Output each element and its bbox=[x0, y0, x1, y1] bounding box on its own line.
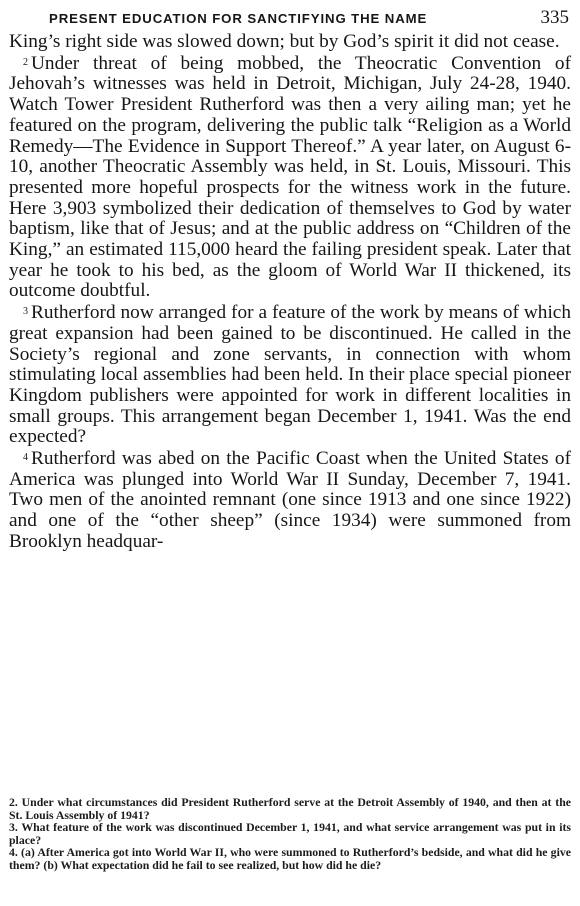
body-text bbox=[9, 32, 571, 553]
running-header bbox=[9, 6, 571, 32]
paragraph-3-number: 3 bbox=[23, 306, 28, 318]
paragraph-3 bbox=[9, 302, 571, 448]
paragraph-4-number: 4 bbox=[23, 452, 28, 464]
paragraph-4 bbox=[9, 448, 571, 553]
study-question-4: 4. (a) After America got into World War II, who were summoned to Rutherford’s bedside, and what did he give them? (b) What expectation did he fail to see realized, but how did he die? bbox=[9, 845, 571, 872]
study-questions bbox=[9, 796, 571, 872]
page-number: 335 bbox=[540, 7, 569, 28]
paragraph-2 bbox=[9, 53, 571, 302]
running-title: PRESENT EDUCATION FOR SANCTIFYING THE NAME bbox=[49, 11, 428, 26]
paragraph-1-text: King’s right side was slowed down; but by God’s spirit it did not cease. bbox=[9, 31, 560, 52]
paragraph-3-text: Rutherford now arranged for a feature of the work by means of which great expansion had been gained to be discontinued. He called in the Society’s regional and zone servants, in connection with whom stimulating local assemblies had been held. In their place special pioneer Kingdom publishers were appointed for work in different localities in small groups. This arrangement began December 1, 1941. Was the end expected? bbox=[9, 302, 571, 448]
study-question-3: 3. What feature of the work was discontinued December 1, 1941, and what service arrangement was put in its place? bbox=[9, 820, 571, 847]
study-question-2: 2. Under what circumstances did President Rutherford serve at the Detroit Assembly of 1940, and then at the St. Louis Assembly of 1941? bbox=[9, 795, 571, 822]
paragraph-2-text: Under threat of being mobbed, the Theocratic Convention of Jehovah’s witnesses was held in Detroit, Michigan, July 24-28, 1940. Watch Tower President Rutherford was then a very ailing man; yet he featured on the program, delivering the public talk “Religion as a World Remedy—The Evidence in Support Thereof.” A year later, on August 6-10, another Theocratic Assembly was held, in St. Louis, Missouri. This presented more hopeful prospects for the witness work in the future. Here 3,903 symbolized their dedication of themselves to God by water baptism, like that of Jesus; and at the public address on “Children of the King,” an estimated 115,000 heard the failing president speak. Later that year he took to his bed, as the gloom of World War II thickened, its outcome doubtful. bbox=[9, 52, 571, 302]
paragraph-4-text: Rutherford was abed on the Pacific Coast when the United States of America was plunged into World War II Sunday, December 7, 1941. Two men of the anointed remnant (one since 1913 and one since 1922) and one of the “other sheep” (since 1934) were summoned from Brooklyn headquar- bbox=[9, 448, 571, 552]
paragraph-2-number: 2 bbox=[23, 56, 28, 68]
paragraph-1 bbox=[9, 32, 571, 53]
